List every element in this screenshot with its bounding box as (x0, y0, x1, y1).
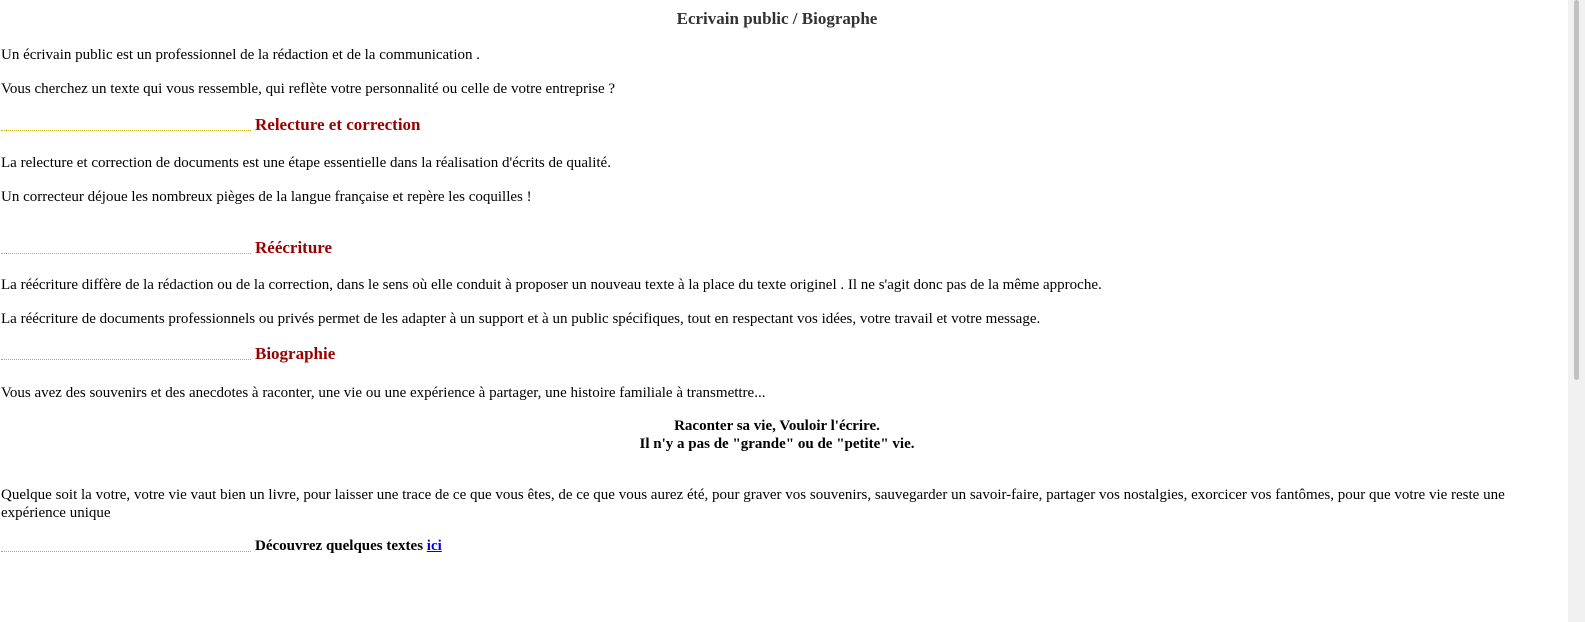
discover-text (255, 535, 442, 557)
biographie-closing-paragraph: Quelque soit la votre, votre vie vaut bien un livre, pour laisser une trace de ce que vous êtes, de ce que vous aurez été, pour graver vos souvenirs, sauvegarder un savoir-faire, partager vos nostalgies, exorcicer vos fantômes, pour que votre vie reste une expérience unique (1, 487, 1505, 521)
vertical-scrollbar[interactable] (1568, 0, 1585, 622)
dotted-rule (1, 359, 251, 360)
intro-paragraph-1: Un écrivain public est un professionnel de la rédaction et de la communication . (1, 47, 481, 63)
quote-line-2: Il n'y a pas de "grande" ou de "petite" vie. (639, 436, 915, 452)
reecriture-paragraph-2: La réécriture de documents professionnels ou privés permet de les adapter à un support et à un public spécifiques, tout en respectant vos idées, votre travail et votre message. (1, 311, 1041, 327)
section-heading-biographie (1, 343, 335, 365)
discover-link[interactable]: ici (426, 538, 442, 554)
relecture-paragraph-1: La relecture et correction de documents est une étape essentielle dans la réalisation d'écrits de qualité. (1, 155, 611, 171)
relecture-paragraph-2: Un correcteur déjoue les nombreux pièges de la langue française et repère les coquilles ! (1, 189, 532, 205)
page-title: Ecrivain public / Biographe (676, 9, 878, 28)
section-heading-relecture (1, 114, 421, 136)
biographie-paragraph-1: Vous avez des souvenirs et des anecdotes à raconter, une vie ou une expérience à partager, une histoire familiale à transmettre... (1, 385, 766, 401)
discover-label: Découvrez quelques textes (255, 538, 427, 554)
dotted-rule (1, 551, 251, 552)
dotted-rule (1, 253, 251, 254)
dotted-rule (1, 130, 251, 131)
section-title-biographie: Biographie (255, 344, 336, 363)
section-title-relecture: Relecture et correction (255, 115, 421, 134)
section-heading-reecriture (1, 237, 332, 259)
quote-line-1: Raconter sa vie, Vouloir l'écrire. (674, 418, 880, 434)
reecriture-paragraph-1: La réécriture diffère de la rédaction ou de la correction, dans le sens où elle conduit à proposer un nouveau texte à la place du texte originel . Il ne s'agit donc pas de la même approche. (1, 277, 1102, 293)
section-title-reecriture: Réécriture (255, 238, 333, 257)
discover-row (1, 535, 442, 557)
intro-paragraph-2: Vous cherchez un texte qui vous ressemble, qui reflète votre personnalité ou celle de votre entreprise ? (1, 81, 616, 97)
scrollbar-thumb[interactable] (1574, 0, 1579, 380)
